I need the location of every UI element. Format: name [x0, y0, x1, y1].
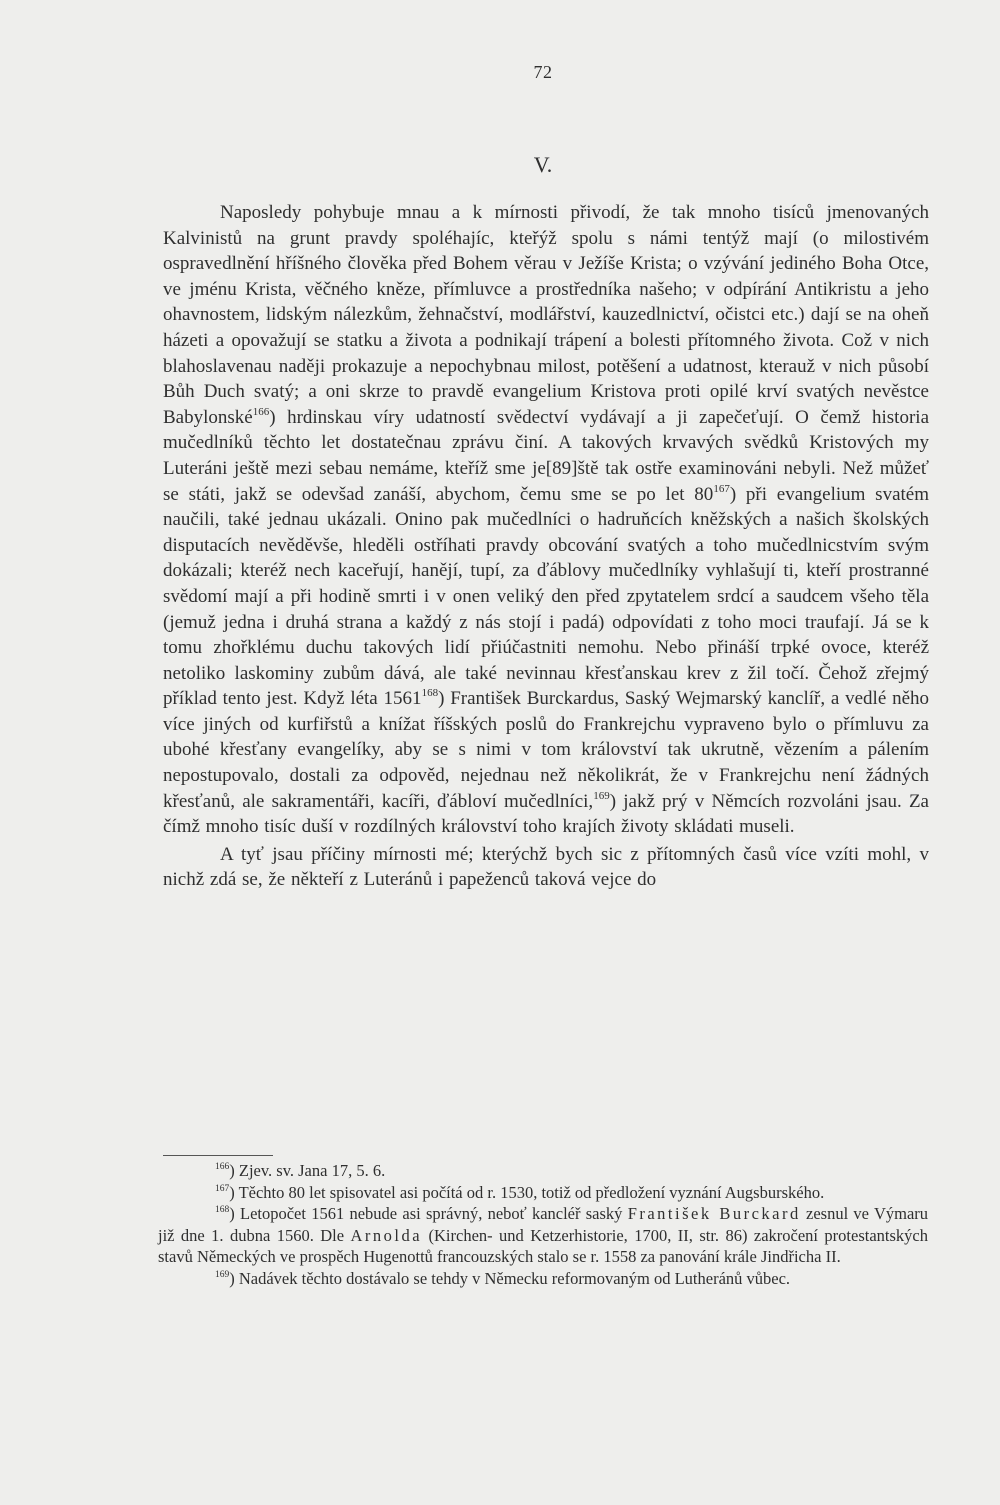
text-run: ) František Burckardus, Saský Wejmarský kanclíř, a vedlé něho více jiných od kurfiřstů a knížat říšských poslů do Frankrejchu vypraveno bylo o přímluvu za ubohé křesťany evangelíky, aby se s nimi v tom království tak ukrutně, vězením a pálením nepostupovalo, dostali za odpověd, nejednau než několikrát, že v Frankrejchu není žádných křesťanů, ale sakramentáři, kacíři, ďábloví mučedlníci,	[163, 688, 930, 812]
footnote-number: 168	[215, 1205, 230, 1215]
text-run: ) hrdinskau víry udatností svědectví vydávají a ji zapečeťují. O čemž historia mučedlníků těchto let dostatečnau zprávu činí. A takových krvavých svědků Kristových my Luteráni ještě mezi sebau nemáme, kteříž sme je[89]ště tak ostře examinováni nebyli. Než můžeť se státi, jakž se odevšad zanáší, abychom, čemu sme se po let 80	[163, 406, 929, 505]
footnote-ref-169: 169	[593, 789, 610, 802]
footnote-ref-168: 168	[421, 687, 439, 700]
page-number: 72	[533, 62, 553, 82]
paragraph	[163, 200, 929, 840]
footnote-text: zesnul ve Výmaru již dne 1. dubna 1560. Dle	[158, 1204, 929, 1245]
text-run: ) při evangelium svatém naučili, také jednau ukázali. Onino pak mučedlníci o hadruňcích kněžských a našich školských disputacích nevěděvše, hleděli ostříhati pravdy obcování svatých a toho mučedlnicstvím svým dokázali; kteréž nech kaceřují, hanějí, tupí, za ďáblovy mučedlníky vyhlašují ti, kteří prostranné svědomí mají a při hodině smrti i v onen veliký den před zpytatelem srdcí a saudcem všeho těla (jemuž jedna i druhá strana a každý z nás stojí i padá) odpovídati z toho moci traufají. Já se k tomu zhořklému duchu takových lidí přiúčastniti nemohu. Nebo přináší trpké ovoce, kteréž netoliko laskominy zubům dává, ale také nevinnau křesťanskau krev z žil točí. Čehož zřejmý příklad tento jest. Když léta 1561	[163, 483, 929, 710]
footnote-number: 169	[215, 1269, 230, 1280]
footnote-168	[158, 1203, 928, 1268]
footnote-ref-166: 166	[252, 405, 270, 418]
paragraph: A tyť jsau příčiny mírnosti mé; kterýchž bych sic z přítomných časů více vzíti mohl, v nichž zdá se, že někteří z Luteránů i papeženců taková vejce do	[163, 843, 929, 891]
footnote-166	[158, 1160, 928, 1182]
text-run: ) jakž prý v Němcích rozvoláni jsau. Za čímž mnoho tisíc duší v rozdílných království toho krajích životy skládati museli.	[163, 790, 929, 838]
footnote-text: ) Nadávek těchto dostávalo se tehdy v Německu reformovaným od Lutheránů vůbec.	[229, 1268, 791, 1288]
main-text	[163, 200, 929, 893]
footnote-167	[158, 1182, 928, 1204]
footnote-text: ) Těchto 80 let spisovatel asi počítá od r. 1530, totiž od předložení vyznání Augsburského.	[229, 1182, 825, 1202]
spaced-name: Arnolda	[350, 1225, 423, 1245]
footnote-text: ) Letopočet 1561 nebude asi správný, neboť kancléř saský	[229, 1204, 628, 1223]
footnote-text: (Kirchen- und Ketzerhistorie, 1700, II, str. 86) zakročení protestantských stavů Německých ve prospěch Hugenottů francouzských stalo se r. 1558 za panování krále Jindřicha II.	[158, 1225, 928, 1266]
footnote-text: ) Zjev. sv. Jana 17, 5. 6.	[229, 1161, 386, 1180]
text-run: Naposledy pohybuje mnau a k mírnosti přivodí, že tak mnoho tisíců jmenovaných Kalvinistů na grunt pravdy spoléhajíc, kteřýž spolu s námi tentýž mají (o milostivém ospravedlnění hříšného člověka před Bohem věrau v Ježíše Krista; o vzývání jediného Boha Otce, ve jménu Krista, věčného kněze, přímluvce a prostředníka našeho; v odpírání Antikristu a jeho ohavnostem, lidským nálezkům, žehnačství, modlářství, kauzedlnictví, očistci etc.) dají se na oheň házeti a opovažují se statku a života a podnikají trápení a bolesti přítomného života. Což v nich blahoslavenau naději prokazuje a nepochybnau milost, potěšení a udatnost, kterauž v nich působí Bůh Duch svatý; a oni skrze to pravdě evangelium Kristova proti opilé krví svatých nevěstce Babylonské	[163, 202, 929, 428]
footnote-number: 166	[215, 1162, 230, 1172]
footnote-number: 167	[215, 1183, 230, 1194]
footnote-169	[158, 1268, 928, 1290]
footnotes	[158, 1160, 928, 1289]
chapter-title: V.	[533, 152, 553, 177]
footnote-separator	[163, 1155, 273, 1156]
spaced-name: František Burckard	[627, 1204, 801, 1223]
footnote-ref-167: 167	[713, 482, 730, 495]
